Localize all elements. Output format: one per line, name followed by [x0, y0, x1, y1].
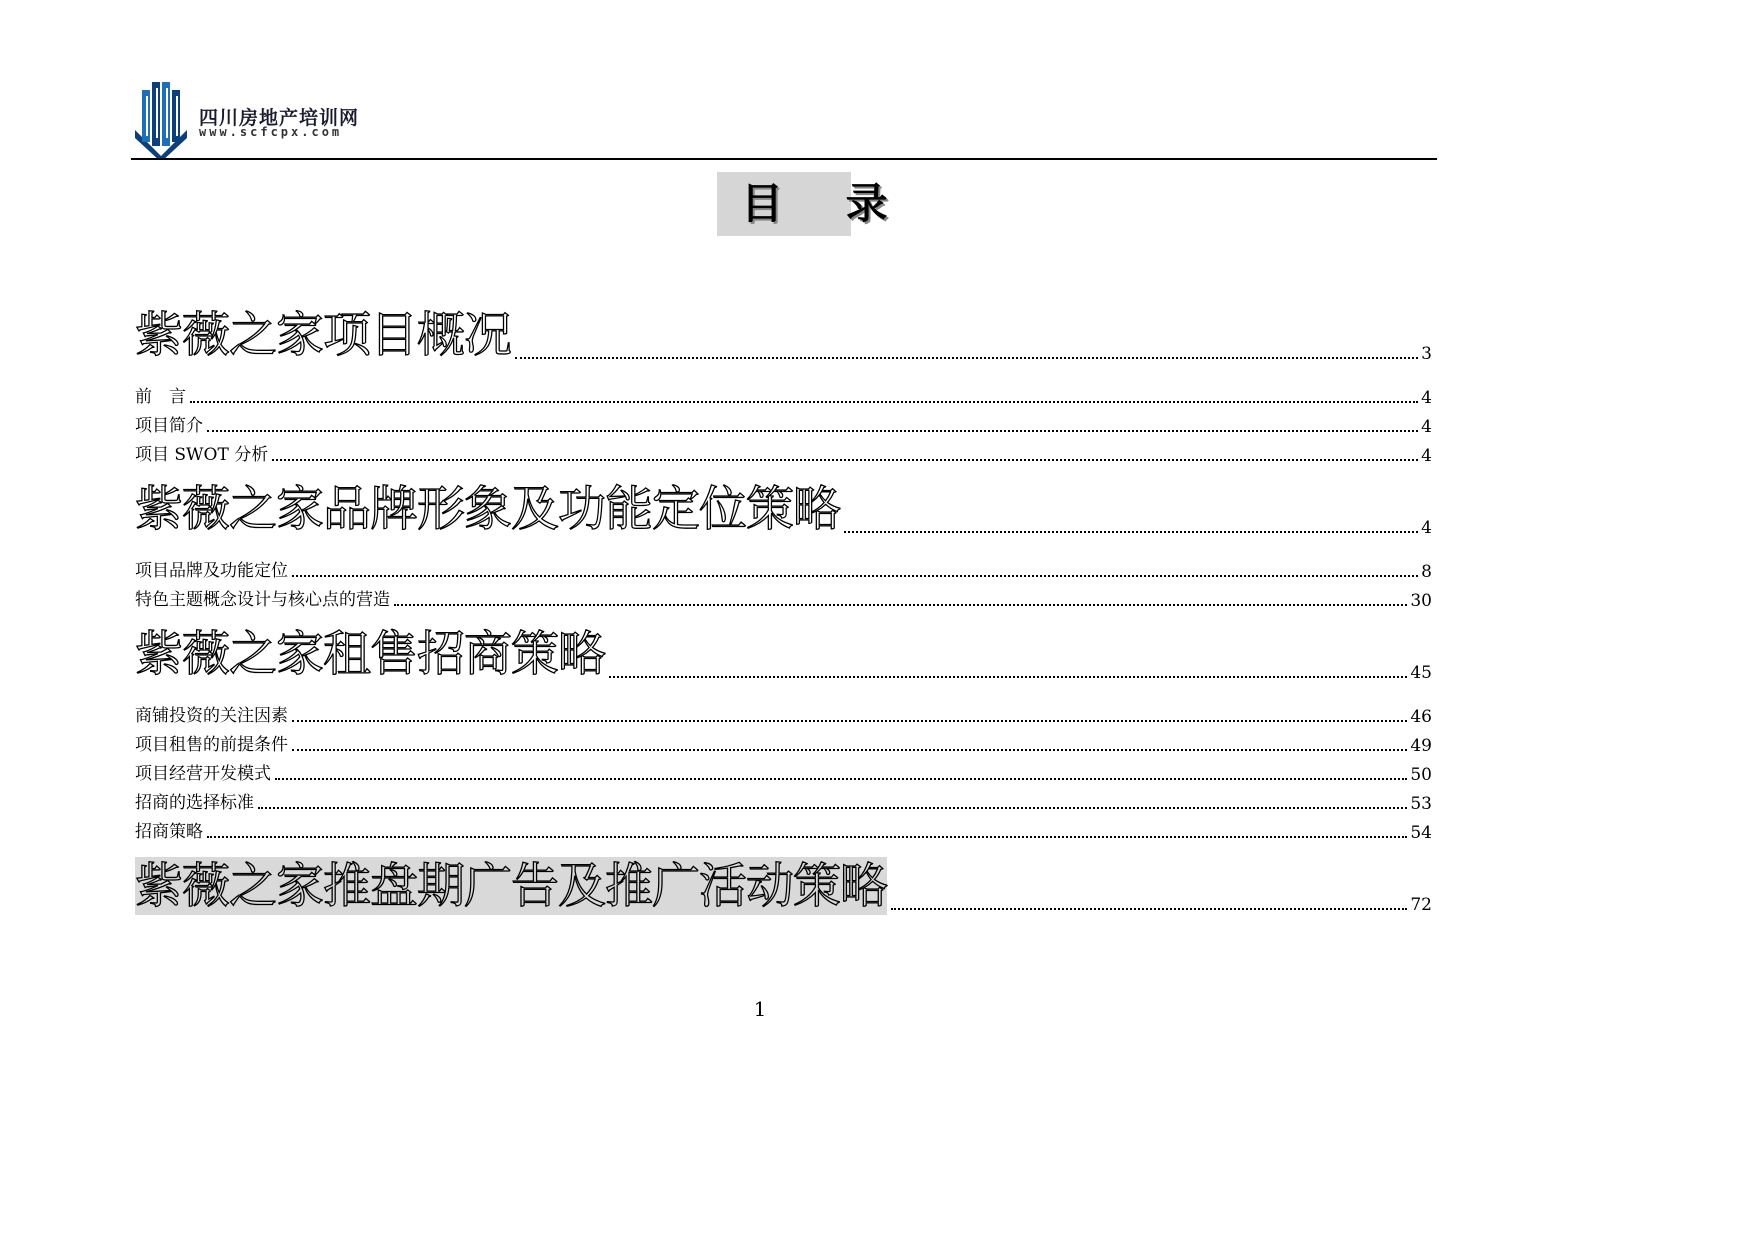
dot-leader — [891, 908, 1407, 910]
page-number: 1 — [753, 997, 767, 1021]
toc-entry-page: 4 — [1421, 446, 1432, 466]
toc-entry-title: 前 言 — [135, 387, 186, 407]
toc-entry-title: 紫薇之家租售招商策略 — [135, 626, 606, 682]
toc-section[interactable] — [135, 587, 1432, 611]
toc-chapter[interactable] — [135, 623, 1432, 683]
dot-leader — [292, 749, 1407, 751]
toc-entry-page: 72 — [1410, 895, 1432, 915]
toc-entry-page: 4 — [1421, 518, 1432, 538]
toc-entry-page: 30 — [1410, 591, 1432, 611]
toc-entry-page: 50 — [1410, 765, 1432, 785]
toc-section[interactable] — [135, 384, 1432, 408]
dot-leader — [515, 357, 1418, 359]
toc-entry-title: 项目经营开发模式 — [135, 764, 271, 784]
dot-leader — [275, 778, 1407, 780]
logo-name: 四川房地产培训网 — [199, 107, 360, 129]
dot-leader — [272, 459, 1418, 461]
toc-entry-page: 54 — [1410, 823, 1432, 843]
toc-section[interactable] — [135, 761, 1432, 785]
dot-leader — [258, 807, 1407, 809]
logo-url: www.scfcpx.com — [199, 125, 343, 139]
dot-leader — [190, 401, 1418, 403]
toc-chapter[interactable] — [135, 478, 1432, 538]
dot-leader — [844, 531, 1418, 533]
dot-leader — [207, 836, 1407, 838]
toc-entry-page: 53 — [1410, 794, 1432, 814]
toc-entry-title: 特色主题概念设计与核心点的营造 — [135, 590, 390, 610]
toc-section[interactable] — [135, 819, 1432, 843]
toc-entry-title: 项目简介 — [135, 416, 203, 436]
toc-entry-title: 项目 SWOT 分析 — [135, 445, 269, 465]
toc-entry-page: 4 — [1421, 388, 1432, 408]
toc-entry-page: 49 — [1410, 736, 1432, 756]
toc-entry-title: 紫薇之家项目概况 — [135, 307, 512, 363]
toc-section[interactable] — [135, 732, 1432, 756]
toc-chapter[interactable] — [135, 304, 1432, 364]
dot-leader — [292, 575, 1418, 577]
header-divider — [131, 158, 1437, 160]
toc-entry-title: 紫薇之家品牌形象及功能定位策略 — [135, 481, 841, 537]
toc-entry-title: 项目租售的前提条件 — [135, 735, 288, 755]
dot-leader — [394, 604, 1407, 606]
toc-section[interactable] — [135, 703, 1432, 727]
toc-entry-page: 4 — [1421, 417, 1432, 437]
dot-leader — [207, 430, 1418, 432]
toc-entry-title: 项目品牌及功能定位 — [135, 561, 288, 581]
toc-entry-title: 商铺投资的关注因素 — [135, 706, 288, 726]
toc-section[interactable] — [135, 790, 1432, 814]
toc-entry-title: 招商的选择标准 — [135, 793, 254, 813]
toc-entry-page: 3 — [1421, 344, 1432, 364]
toc-title: 目 录 — [717, 172, 851, 236]
toc-entry-title: 紫薇之家推盘期广告及推广活动策略 — [135, 858, 888, 914]
toc-chapter[interactable] — [135, 855, 1432, 915]
toc-entry-page: 45 — [1410, 663, 1432, 683]
toc-section[interactable] — [135, 413, 1432, 437]
toc-entry-page: 8 — [1421, 562, 1432, 582]
toc-section[interactable] — [135, 558, 1432, 582]
toc-entry-page: 46 — [1410, 707, 1432, 727]
toc-entry-title: 招商策略 — [135, 822, 203, 842]
dot-leader — [292, 720, 1407, 722]
building-logo-icon — [133, 78, 189, 158]
toc-section[interactable] — [135, 442, 1432, 466]
page-header — [133, 78, 1437, 160]
dot-leader — [609, 676, 1407, 678]
